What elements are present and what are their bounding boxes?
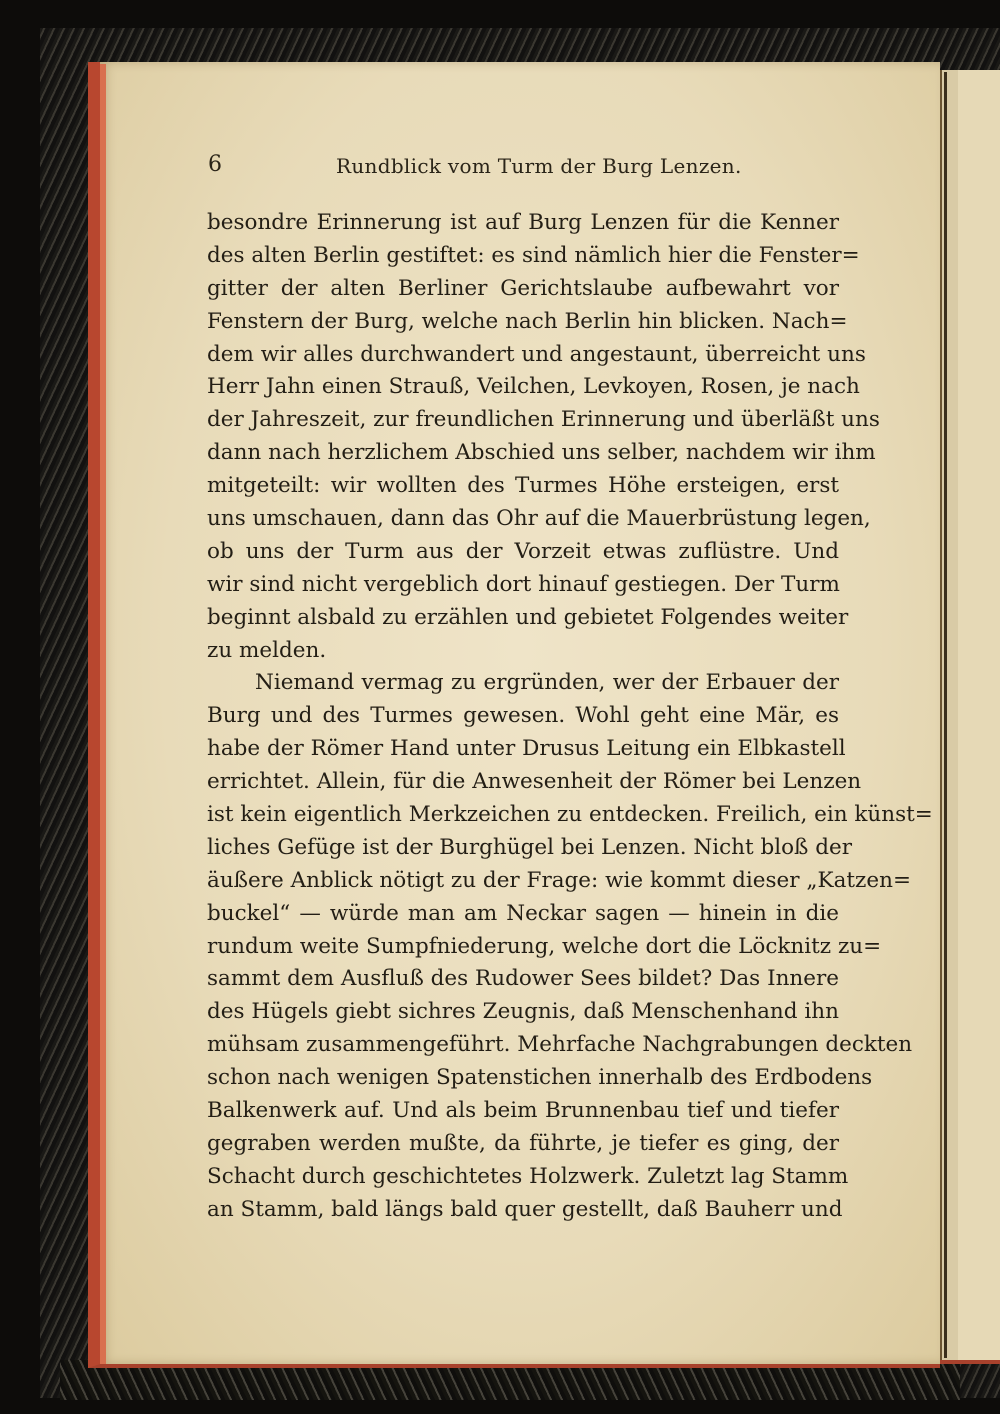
text-line: Schacht durch geschichtetes Holzwerk. Zuletzt lag Stamm <box>207 1163 849 1189</box>
text-line: mühsam zusammengeführt. Mehrfache Nachgrabungen deckten <box>207 1032 913 1058</box>
page-number: 6 <box>208 152 222 177</box>
text-line: äußere Anblick nötigt zu der Frage: wie kommt dieser „Katzen= <box>207 867 911 893</box>
text-line: mitgeteilt: wir wollten des Turmes Höhe ersteigen, erst <box>207 473 839 499</box>
red-page-edge <box>100 64 106 1364</box>
text-line: Fenstern der Burg, welche nach Berlin hin blicken. Nach= <box>207 308 848 334</box>
text-line: wir sind nicht vergeblich dort hinauf gestiegen. Der Turm <box>207 571 840 597</box>
text-line: Herr Jahn einen Strauß, Veilchen, Levkoyen, Rosen, je nach <box>207 374 860 400</box>
page-gutter <box>944 72 947 1358</box>
text-line: an Stamm, bald längs bald quer gestellt, daß Bauherr und <box>207 1196 843 1222</box>
text-line: Balkenwerk auf. Und als beim Brunnenbau tief und tiefer <box>207 1098 839 1124</box>
text-line: dann nach herzlichem Abschied uns selber, nachdem wir ihm <box>207 440 876 466</box>
running-head <box>208 152 838 188</box>
text-line: ist kein eigentlich Merkzeichen zu entdecken. Freilich, ein künst= <box>207 802 933 828</box>
text-line: dem wir alles durchwandert und angestaunt, überreicht uns <box>207 341 866 367</box>
text-line: besondre Erinnerung ist auf Burg Lenzen für die Kenner <box>207 210 839 235</box>
text-line: sammt dem Ausfluß des Rudower Sees bildet? Das Innere <box>207 966 839 992</box>
text-line: schon nach wenigen Spatenstichen innerhalb des Erdbodens <box>207 1065 873 1091</box>
body-text <box>207 207 933 1227</box>
text-line: des alten Berlin gestiftet: es sind nämlich hier die Fenster= <box>207 242 860 268</box>
text-line: beginnt alsbald zu erzählen und gebietet Folgendes weiter <box>207 604 849 630</box>
running-title: Rundblick vom Turm der Burg Lenzen. <box>336 154 742 178</box>
text-line: zu melden. <box>207 637 327 663</box>
text-line: gitter der alten Berliner Gerichtslaube aufbewahrt vor <box>207 275 839 301</box>
text-line: Niemand vermag zu ergründen, wer der Erbauer der <box>255 670 839 696</box>
text-line: rundum weite Sumpfniederung, welche dort die Löcknitz zu= <box>207 933 882 959</box>
text-line: Burg und des Turmes gewesen. Wohl geht eine Mär, es <box>207 703 839 729</box>
text-line: der Jahreszeit, zur freundlichen Erinnerung und überläßt uns <box>207 407 880 433</box>
text-line: des Hügels giebt sichres Zeugnis, daß Menschenhand ihn <box>207 999 839 1025</box>
text-line: ob uns der Turm aus der Vorzeit etwas zuflüstre. Und <box>207 538 839 564</box>
facing-page-edge <box>938 70 1000 1364</box>
text-line: liches Gefüge ist der Burghügel bei Lenzen. Nicht bloß der <box>207 834 853 860</box>
text-line: errichtet. Allein, für die Anwesenheit der Römer bei Lenzen <box>207 769 862 795</box>
text-line: gegraben werden mußte, da führte, je tiefer es ging, der <box>207 1130 839 1156</box>
text-line: buckel“ — würde man am Neckar sagen — hinein in die <box>207 900 839 926</box>
text-line: habe der Römer Hand unter Drusus Leitung ein Elbkastell <box>207 736 846 762</box>
text-line: uns umschauen, dann das Ohr auf die Mauerbrüstung legen, <box>207 506 871 532</box>
